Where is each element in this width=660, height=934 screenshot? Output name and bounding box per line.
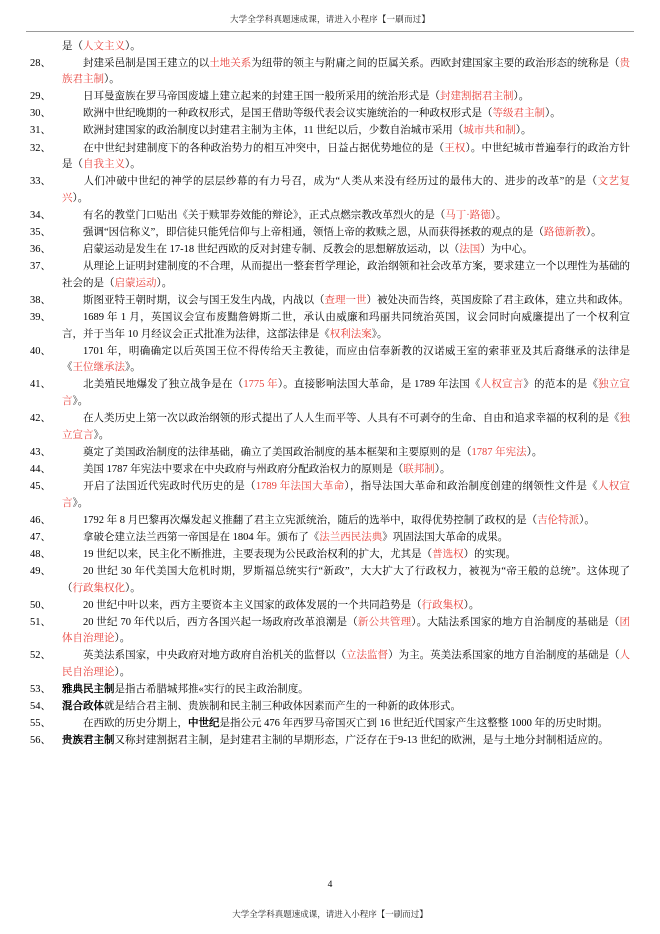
question-item — [26, 479, 630, 512]
text-segment: 》巩固法国大革命的成果。 — [382, 531, 509, 543]
question-number: 40、 — [30, 345, 51, 357]
continuation-suffix: ）。 — [125, 41, 141, 52]
text-segment: ），指导法国大革命和政治制度创建的纲领性文件是《 — [344, 480, 598, 492]
question-number: 42、 — [30, 413, 51, 425]
question-text — [62, 530, 630, 547]
question-number: 31、 — [30, 125, 51, 137]
text-segment: 开启了法国近代宪政时代历史的是（ — [83, 480, 256, 492]
question-number: 39、 — [30, 312, 51, 323]
question-text — [62, 310, 630, 343]
term-bold: 雅典民主制 — [62, 684, 115, 696]
answer-highlight: 行政集权 — [421, 599, 464, 611]
question-item — [26, 699, 630, 716]
text-segment: 20 世纪 70 年代以后，西方各国兴起一场政府改革浪潮是（ — [83, 616, 358, 628]
text-segment: ）。 — [513, 91, 530, 103]
question-number: 48、 — [30, 548, 51, 560]
question-item — [26, 377, 630, 410]
answer-highlight: 查理一世 — [324, 294, 367, 306]
page-footer: 大学全学科真题速成课，请进入小程序【一刷而过】 — [232, 910, 428, 920]
answer-highlight: 自我主义 — [83, 159, 125, 171]
question-item — [26, 411, 630, 444]
question-item — [26, 106, 630, 123]
question-text — [62, 293, 630, 310]
text-segment: ）。 — [114, 666, 131, 678]
question-text — [62, 445, 630, 462]
question-number: 34、 — [30, 209, 51, 221]
question-item — [26, 310, 630, 343]
text-segment: 日耳曼蛮族在罗马帝国废墟上建立起来的封建王国一般所采用的统治形式是（ — [83, 91, 440, 103]
question-item — [26, 648, 630, 681]
text-segment: 1701 年，明确确定以后英国王位不得传给天主教徒，而应由信奉新教的汉诺威王室的索菲亚及其后裔继承的法律是《 — [62, 345, 630, 374]
term-bold: 中世纪 — [188, 718, 220, 730]
text-segment: 拿破仑建立法兰西第一帝国是在 1804 年。颁布了《 — [83, 531, 320, 543]
text-segment: 为纽带的领主与附庸之间的臣属关系。西欧封建国家主要的政治形态的统称是（ — [251, 57, 620, 69]
answer-highlight: 人权宣言 — [62, 480, 631, 509]
question-item — [26, 242, 630, 259]
question-item — [26, 598, 630, 615]
text-segment: ）。 — [490, 209, 507, 221]
text-segment: 人们冲破中世纪的神学的层层纱幕的有力号召，成为“人类从来没有经历过的最伟大的、进步的改革”的是（ — [83, 176, 598, 188]
text-segment: ）。大陆法系国家的地方自治制度的基础是（ — [411, 616, 620, 628]
question-text — [62, 716, 630, 733]
question-text — [62, 377, 630, 410]
question-text — [62, 615, 630, 648]
text-segment: 英美法系国家，中央政府对地方政府自治机关的监督以（ — [83, 650, 346, 662]
question-number: 50、 — [30, 599, 51, 611]
question-number: 35、 — [30, 227, 51, 239]
answer-highlight: 法兰西民法典 — [319, 531, 383, 543]
question-item — [26, 56, 630, 89]
text-segment: ）。 — [114, 633, 131, 645]
text-segment: 美国 1787 年宪法中要求在中央政府与州政府分配政治权力的原则是（ — [83, 463, 404, 475]
question-text — [62, 411, 630, 444]
question-text — [62, 699, 630, 716]
question-item — [26, 530, 630, 547]
text-segment: 欧洲封建国家的政治制度以封建君主制为主体，11 世纪以后，少数自治城市采用（ — [83, 125, 464, 137]
question-item — [26, 615, 630, 648]
question-text — [62, 174, 630, 207]
question-item — [26, 462, 630, 479]
question-item — [26, 259, 630, 292]
text-segment: 》。 — [93, 429, 110, 441]
text-segment: 有名的教堂门口贴出《关于赎罪券效能的辩论》，正式点燃宗教改革烈火的是（ — [83, 209, 446, 221]
question-item — [26, 716, 630, 733]
question-number: 36、 — [30, 244, 51, 256]
question-text — [62, 648, 630, 681]
answer-highlight: 独立宣言 — [62, 413, 630, 441]
question-item — [26, 513, 630, 530]
answer-highlight: 联邦制 — [403, 463, 435, 475]
answer-highlight: 权利法案 — [329, 328, 372, 340]
answer-highlight: 1775 年 — [243, 379, 278, 391]
text-segment: ）。 — [463, 599, 480, 611]
text-segment: 在中世纪封建制度下的各种政治势力的相互冲突中，日益占据优势地位的是（ — [83, 142, 445, 154]
text-segment: ）。直接影响法国大革命，是 1789 年法国《 — [277, 379, 481, 391]
question-item — [26, 564, 630, 597]
answer-highlight: 行政集权化 — [72, 582, 125, 594]
text-segment: ）。 — [585, 227, 602, 239]
text-segment: 1792 年 8 月巴黎再次爆发起义推翻了君主立宪派统治，随后的选举中，取得优势控制了政权的是（ — [83, 514, 538, 526]
question-number: 32、 — [30, 142, 51, 154]
continuation-answer: 人文主义 — [83, 41, 125, 52]
text-segment: ）的实现。 — [463, 548, 517, 560]
question-text — [62, 141, 630, 174]
text-segment: ）。 — [72, 192, 89, 204]
question-item — [26, 682, 630, 699]
question-text — [62, 564, 630, 597]
text-segment: ）。 — [579, 514, 595, 526]
term-bold: 混合政体 — [62, 701, 104, 713]
question-number: 37、 — [30, 261, 51, 273]
text-segment: ）。 — [125, 159, 141, 171]
text-segment: ）。 — [545, 108, 561, 120]
text-segment: 》。 — [72, 395, 89, 407]
text-segment: ）为中心。 — [480, 244, 533, 256]
question-item — [26, 141, 630, 174]
question-text — [62, 89, 630, 106]
text-segment: 1689 年 1 月，英国议会宣布废黜詹姆斯二世，承认由威廉和玛丽共同统治英国，议会同时向威廉提出了一个权利宣言，并于当年 10 月经议会正式批准为法律，这部法律是《 — [62, 312, 630, 340]
answer-highlight: 普选权 — [432, 548, 464, 560]
text-segment: ）被处决而告终，英国废除了君主政体，建立共和政体。 — [366, 294, 629, 306]
text-segment: ）。 — [156, 277, 173, 289]
text-segment: 》。 — [72, 497, 89, 509]
question-number: 28、 — [30, 57, 51, 69]
answer-highlight: 人民自治理论 — [62, 650, 631, 678]
question-text — [62, 547, 630, 564]
page-header: 大学全学科真题速成课，请进入小程序【一刷而过】 — [229, 15, 431, 25]
text-segment: 》。 — [125, 362, 141, 374]
text-segment: 20 世纪 30 年代美国大危机时期，罗斯福总统实行“新政”，大大扩大了行政权力，被视为“帝王般的总统”。这体现了（ — [62, 565, 630, 594]
question-number: 56、 — [30, 735, 51, 747]
answer-highlight: 启蒙运动 — [114, 277, 157, 289]
answer-highlight: 文艺复兴 — [62, 176, 631, 204]
question-number: 55、 — [30, 718, 51, 730]
question-number: 33、 — [30, 176, 51, 188]
answer-highlight: 马丁·路德 — [445, 209, 491, 221]
question-number: 30、 — [30, 108, 51, 120]
answer-highlight: 法国 — [459, 244, 481, 256]
question-text — [62, 682, 630, 699]
term-bold: 贵族君主制 — [62, 735, 115, 747]
question-number: 46、 — [30, 514, 51, 526]
answer-highlight: 立法监督 — [346, 650, 389, 662]
answer-highlight: 人权宣言 — [480, 379, 524, 391]
question-text — [62, 242, 630, 259]
text-segment: ）为主。英美法系国家的地方自治制度的基础是（ — [388, 650, 620, 662]
question-text — [62, 208, 630, 225]
answer-highlight: 城市共和制 — [463, 125, 516, 137]
answer-highlight: 封建割据君主制 — [440, 91, 514, 103]
answer-highlight: 1787 年宪法 — [471, 446, 527, 458]
text-segment: 是指公元 476 年西罗马帝国灭亡到 16 世纪近代国家产生这整整 1000 年的历史时期。 — [219, 718, 608, 730]
question-text — [62, 56, 630, 89]
text-segment: 欧洲中世纪晚期的一种政权形式，是国王借助等级代表会议实施统治的一种政权形式是（ — [83, 108, 493, 120]
answer-highlight: 路德新教 — [543, 227, 586, 239]
question-number: 44、 — [30, 463, 51, 475]
text-segment: ）。 — [515, 125, 532, 137]
question-number: 43、 — [30, 446, 51, 458]
text-segment: 就是结合君主制、贵族制和民主制三种政体因素而产生的一种新的政体形式。 — [104, 701, 461, 713]
text-segment: 》的范本的是《 — [523, 379, 599, 391]
question-number: 38、 — [30, 294, 51, 306]
text-segment: 强调“因信称义”，即信徒只能凭信仰与上帝相通，领悟上帝的救赎之恩，从而获得拯救的观点的是（ — [83, 227, 544, 239]
text-segment: 奠定了美国政治制度的法律基础，确立了美国政治制度的基本框架和主要原则的是（ — [83, 446, 472, 458]
question-number: 41、 — [30, 379, 51, 391]
answer-highlight: 团体自治理论 — [62, 616, 631, 645]
question-item — [26, 293, 630, 310]
question-text — [62, 479, 630, 512]
text-segment: 在人类历史上第一次以政治纲领的形式提出了人人生而平等、人具有不可剥夺的生命、自由和追求幸福的权利的是《 — [83, 413, 620, 425]
answer-highlight: 独立宣言 — [62, 379, 631, 407]
page-number: 4 — [327, 880, 333, 890]
question-list — [26, 56, 630, 750]
answer-highlight: 王权 — [444, 142, 466, 154]
text-segment: ）。 — [434, 463, 451, 475]
text-segment: 从理论上证明封建制度的不合理，从而提出一整套哲学理论，政治纲领和社会改革方案，要求建立一个以理性为基础的社会的是（ — [62, 261, 630, 289]
text-segment: 又称封建割据君主制，是封建君主制的早期形态，广泛存在于9-13 世纪的欧洲，是与土地分封制相适应的。 — [114, 735, 609, 747]
question-text — [62, 106, 630, 123]
question-text — [62, 513, 630, 530]
text-segment: 在西欧的历史分期上， — [83, 718, 188, 730]
text-segment: 是指古希腊城邦推«实行的民主政治制度。 — [114, 684, 309, 696]
question-number: 52、 — [30, 650, 51, 662]
text-segment: 斯图亚特王朝时期，议会与国王发生内战，内战以（ — [83, 294, 325, 306]
question-item — [26, 445, 630, 462]
question-text — [62, 344, 630, 377]
question-item — [26, 733, 630, 750]
answer-highlight: 贵族君主制 — [62, 57, 630, 86]
question-item — [26, 344, 630, 377]
text-segment: ）。 — [125, 582, 141, 594]
text-segment: 启蒙运动是发生在 17-18 世纪西欧的反对封建专制、反教会的思想解放运动，以（ — [83, 244, 460, 256]
text-segment: 封建采邑制是国王建立的以 — [83, 57, 210, 69]
text-segment: ）。 — [104, 74, 120, 86]
question-number: 45、 — [30, 480, 51, 492]
text-segment: 》。 — [371, 328, 388, 340]
document-body — [0, 32, 660, 750]
answer-highlight: 1789 年法国大革命 — [255, 480, 345, 492]
question-text — [62, 225, 630, 242]
answer-highlight: 等级君主制 — [492, 108, 545, 120]
question-item — [26, 89, 630, 106]
question-text — [62, 259, 630, 292]
answer-highlight: 土地关系 — [209, 57, 252, 69]
text-segment: 19 世纪以来，民主化不断推进，主要表现为公民政治权利的扩大，尤其是（ — [83, 548, 433, 560]
answer-highlight: 吉伦特派 — [537, 514, 580, 526]
question-text — [62, 123, 630, 140]
answer-highlight: 新公共管理 — [357, 616, 412, 628]
question-number: 53、 — [30, 684, 51, 696]
text-segment: 北美殖民地爆发了独立战争是在（ — [83, 379, 244, 391]
question-number: 29、 — [30, 91, 51, 103]
question-item — [26, 225, 630, 242]
top-continuation-line — [26, 39, 630, 56]
question-number: 47、 — [30, 531, 51, 543]
question-item — [26, 123, 630, 140]
question-number: 54、 — [30, 701, 51, 713]
text-segment: ）。 — [526, 446, 543, 458]
question-item — [26, 208, 630, 225]
question-number: 51、 — [30, 616, 51, 628]
question-item — [26, 174, 630, 207]
question-text — [62, 598, 630, 615]
question-item — [26, 547, 630, 564]
text-segment: ）。中世纪城市普遍奉行的政治方针是（ — [62, 142, 631, 171]
text-segment: 20 世纪中叶以来，西方主要资本主义国家的政体发展的一个共同趋势是（ — [83, 599, 422, 611]
question-text — [62, 462, 630, 479]
continuation-prefix: 是（ — [62, 41, 83, 52]
question-number: 49、 — [30, 565, 51, 577]
answer-highlight: 王位继承法 — [72, 362, 125, 374]
question-text — [62, 733, 630, 750]
